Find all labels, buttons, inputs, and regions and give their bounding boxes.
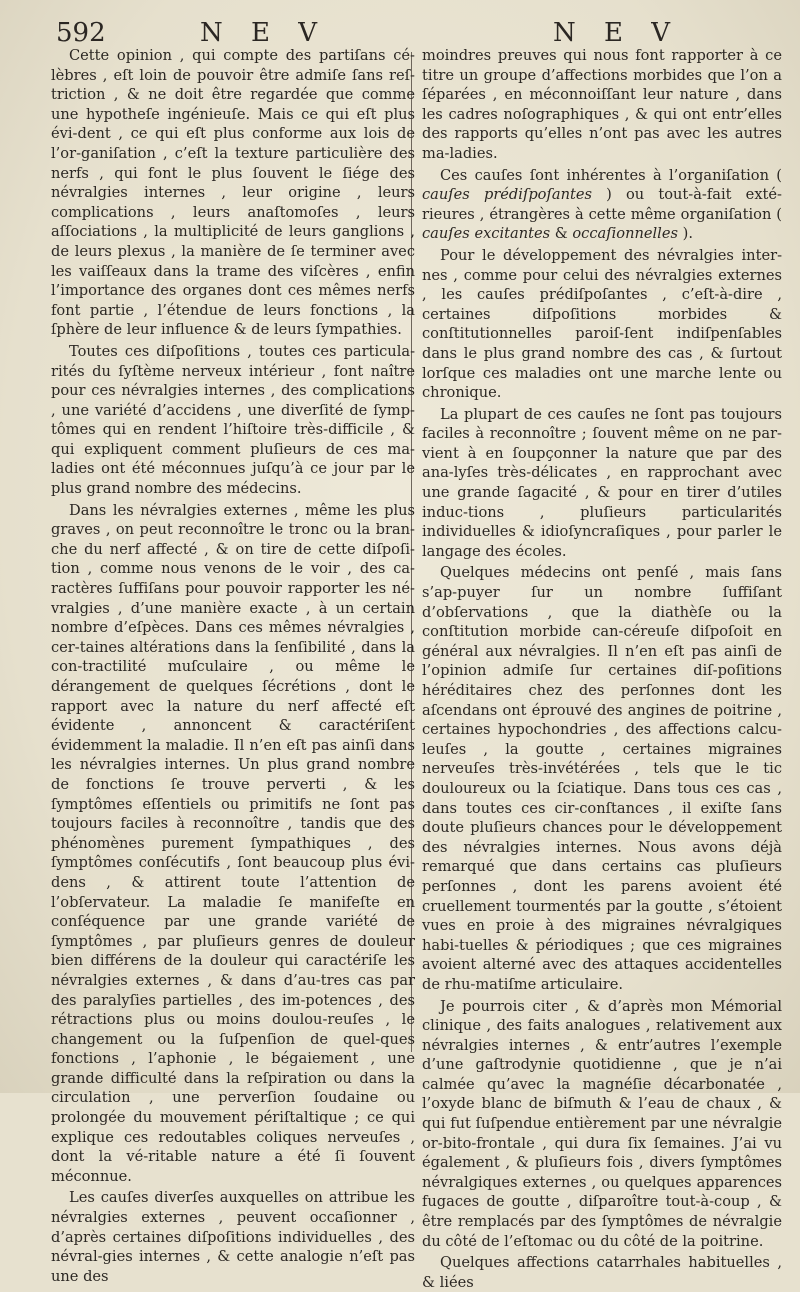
page-number: 592 [56, 18, 106, 48]
paragraph: Pour le développement des névralgies inter-nes , comme pour celui des névralgies externes , les cauſes prédiſpoſantes , c’eſt-à-dire , certaines diſpoſitions morbides & conſtitutionnelles paroiſ-ſent indiſpenſables dans le plus grand nombre des cas , & ſurtout lorſque ces maladies ont une marche lente ou chronique. [422, 246, 782, 402]
paragraph: moindres preuves qui nous font rapporter à ce titre un groupe d’affections morbides que l’on a ſéparées , en méconnoiſſant leur nature , dans les cadres noſographiques , & qui ont entr’elles des rapports qu’elles n’ont pas avec les autres ma-ladies. [422, 47, 782, 162]
text-run: & [550, 225, 573, 243]
paragraph: Quelques affections catarrhales habituelles , & liées [422, 1254, 782, 1291]
text-run: ). [677, 225, 693, 243]
italic-term: cauſes excitantes [422, 225, 551, 243]
paragraph: Cette opinion , qui compte des partiſans cé-lèbres , eſt loin de pouvoir être admiſe ſans reſ-triction , & ne doit être regardée que comme une hypotheſe ingénieuſe. Mais ce qui eſt plus évi-dent , ce qui eſt plus conforme aux lois de l’or-ganiſation , c’eſt la texture particulière des nerfs , qui font le plus ſouvent le ſiége des névralgies internes , leur origine , leurs complications , leurs anaſtomoſes , leurs aſſociations , la multiplicité de leurs ganglions , de leurs plexus , la manière de ſe terminer avec les vaiſſeaux dans la trame des viſcères , enfin l’importance des organes dont ces mêmes nerfs font partie , l’étendue de leurs fonctions , la ſphère de leur influence & de leurs ſympathies. [51, 47, 415, 339]
text-run: Ces cauſes ſont inhérentes à l’organiſation ( [440, 166, 782, 184]
headword-right: N E V [553, 18, 681, 48]
paragraph: Quelques médecins ont penſé , mais ſans s’ap-puyer ſur un nombre ſuffiſant d’obſervations , que la diathèſe ou la conſtitution morbide can-céreuſe diſpoſoit en général aux névralgies. Il n’en eſt pas ainſi de l’opinion admiſe ſur certaines diſ-poſitions héréditaires chez des perſonnes dont les aſcendans ont éprouvé des angines de poitrine , certaines hypochondries , des affections calcu-leuſes , la goutte , certaines migraines nerveuſes très-invétérées , tels que le tic douloureux ou la ſciatique. Dans tous ces cas , dans toutes ces cir-conſtances , il exiſte ſans doute pluſieurs chances pour le développement des névralgies internes. Nous avons déjà remarqué que dans certains cas pluſieurs perſonnes , dont les parens avoient été cruellement tourmentés par la goutte , s’étoient vues en proie à des migraines névralgiques habi-tuelles & périodiques ; que ces migraines avoient alterné avec des attaques accidentelles de rhu-matiſme articulaire. [422, 564, 782, 993]
paragraph: Dans les névralgies externes , même les plus graves , on peut reconnoître le tronc ou la bran-che du nerf affecté , & on tire de cette diſpoſi-tion , comme nous venons de le voir , des ca-ractères ſuffiſans pour pouvoir rapporter les né-vralgies , d’une manière exacte , à un certain nombre d’eſpèces. Dans ces mêmes névralgies , cer-taines altérations dans la ſenſibilité , dans la con-tractilité muſculaire , ou même le dérangement de quelques ſécrétions , dont le rapport avec la nature du nerf affecté eſt évidente , annoncent & caractériſent évidemment la maladie. Il n’en eſt pas ainſi dans les névralgies internes. Un plus grand nombre de fonctions ſe trouve perverti , & les ſymptômes eſſentiels ou primitifs ne ſont pas toujours faciles à reconnoître , tandis que des phénomènes purement ſympathiques , des ſymptômes conſécutifs , ſont beaucoup plus évi-dens , & attirent toute l’attention de l’obſervateur. La maladie ſe manifeſte en conſéquence par une grande variété de ſymptômes , par pluſieurs genres de douleur bien différens de la douleur qui caractériſe les névralgies externes , & dans d’au-tres cas par des paralyſies partielles , des im-potences , des rétractions plus ou moins doulou-reuſes , le changement ou la ſuſpenſion de quel-ques fonctions , l’aphonie , le bégaiement , une grande difficulté dans la reſpiration ou dans la circulation , une perverſion ſoudaine ou prolongée du mouvement périſtaltique ; ce qui explique ces redoutables coliques nerveuſes , dont la vé-ritable nature a été ſi ſouvent méconnue. [51, 501, 415, 1185]
paragraph: Les cauſes diverſes auxquelles on attribue les névralgies externes , peuvent occaſionner , d’après certaines diſpoſitions individuelles , des névral-gies internes , & cette analogie n’eſt pas une des [51, 1189, 415, 1285]
left-column [51, 46, 415, 1286]
paragraph: La plupart de ces cauſes ne ſont pas toujours faciles à reconnoître ; ſouvent même on ne par-vient à en ſoupçonner la nature que par des ana-lyſes très-délicates , en rapprochant avec une grande ſagacité , & pour en tirer d’utiles induc-tions , pluſieurs particularités individuelles & idioſyncraſiques , pour parler le langage des écoles. [422, 405, 782, 560]
paragraph: Je pourrois citer , & d’après mon Mémorial clinique , des faits analogues , relativement aux névralgies internes , & entr’autres l’exemple d’une gaſtrodynie quotidienne , que je n’ai calmée qu’avec la magnéſie décarbonatée , l’oxyde blanc de biſmuth & l’eau de chaux , & qui fut ſuſpendue entièrement par une névralgie or-bito-frontale , qui dura ſix ſemaines. J’ai vu également , & pluſieurs fois , divers ſymptômes névralgiques externes , ou quelques apparences fugaces de goutte , diſparoître tout-à-coup , & être remplacés par des ſymptômes de névralgie du côté de l’eſtomac ou du côté de la poitrine. [422, 997, 782, 1250]
right-column [422, 46, 782, 1292]
headword-left: N E V [200, 18, 328, 48]
italic-term: occaſionnelles [572, 225, 678, 243]
text-run: ) ou tout-à-fait exté-rieures , étrangères à cette même organiſation ( [422, 186, 782, 223]
italic-term: cauſes prédiſpoſantes [422, 186, 592, 204]
paragraph [422, 166, 782, 244]
paragraph: Toutes ces diſpoſitions , toutes ces particula-rités du ſyſtème nerveux intérieur , font naître pour ces névralgies internes , des complications , une variété d’accidens , une diverſité de ſymp-tômes qui en rendent l’hiſtoire très-difficile , & qui expliquent comment pluſieurs de ces ma-ladies ont été méconnues juſqu’à ce jour par le plus grand nombre des médecins. [51, 342, 415, 498]
